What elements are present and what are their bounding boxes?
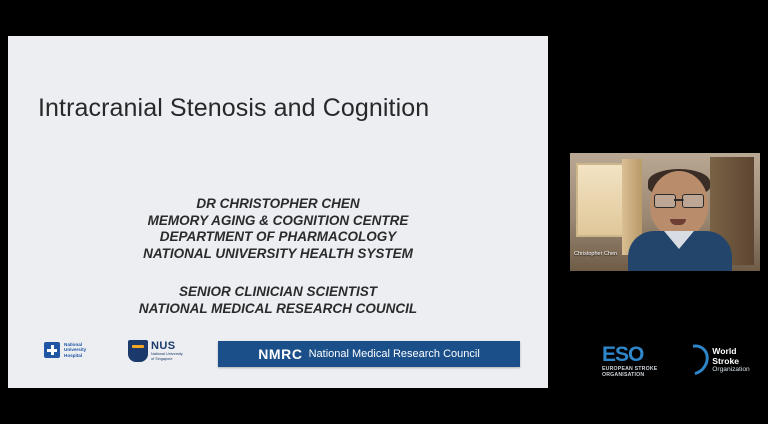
presenter-line-department: DEPARTMENT OF PHARMACOLOGY — [159, 229, 397, 244]
nmrc-full-name: National Medical Research Council — [308, 348, 480, 360]
nus-logo-text — [151, 340, 183, 361]
glasses-left-lens — [654, 194, 676, 208]
presenter-line-system: NATIONAL UNIVERSITY HEALTH SYSTEM — [143, 245, 413, 261]
wso-line2: Organization — [712, 366, 750, 373]
nus-logo-sub1: National University — [151, 352, 183, 357]
window-decor — [576, 163, 626, 237]
participant-video-tile[interactable] — [570, 153, 760, 271]
nus-shield-icon — [128, 340, 148, 362]
nus-logo-word: NUS — [151, 340, 176, 353]
participant-name-label: Christopher Chen — [574, 251, 618, 257]
nmrc-logo-bar — [218, 341, 520, 367]
wso-logo — [680, 344, 758, 376]
presenter-block — [8, 196, 548, 262]
eso-line1: EUROPEAN STROKE — [602, 366, 658, 372]
glasses-icon — [654, 194, 704, 206]
wso-wordmark — [712, 346, 758, 374]
organisation-logos — [602, 344, 758, 388]
role-block — [8, 284, 548, 317]
nmrc-abbreviation: NMRC — [258, 346, 303, 362]
nuh-logo-line1: National — [64, 342, 83, 347]
nuh-logo — [44, 342, 86, 358]
medical-cross-icon — [44, 342, 60, 358]
participant-figure — [628, 171, 732, 271]
nuh-logo-line2: University — [64, 347, 87, 353]
nuh-logo-text — [64, 342, 86, 358]
eso-line2: ORGANISATION — [602, 372, 645, 379]
wso-line1: World Stroke — [712, 346, 740, 366]
role-line-council: NATIONAL MEDICAL RESEARCH COUNCIL — [138, 300, 418, 316]
slide-title: Intracranial Stenosis and Cognition — [38, 94, 430, 122]
presenter-line-name: DR CHRISTOPHER CHEN — [196, 196, 360, 211]
nuh-logo-line3: Hospital — [64, 352, 83, 358]
role-line-title: SENIOR CLINICIAN SCIENTIST — [178, 284, 377, 299]
nus-logo-sub2: of Singapore — [151, 357, 173, 361]
glasses-right-lens — [682, 194, 704, 208]
presentation-slide[interactable] — [8, 36, 548, 388]
eso-wordmark: ESO — [602, 343, 644, 366]
eso-logo — [602, 344, 672, 379]
presenter-line-centre: MEMORY AGING & COGNITION CENTRE — [147, 212, 409, 228]
nus-logo — [128, 340, 183, 362]
globe-swirl-icon — [673, 339, 715, 381]
slide-logo-row — [8, 336, 548, 382]
